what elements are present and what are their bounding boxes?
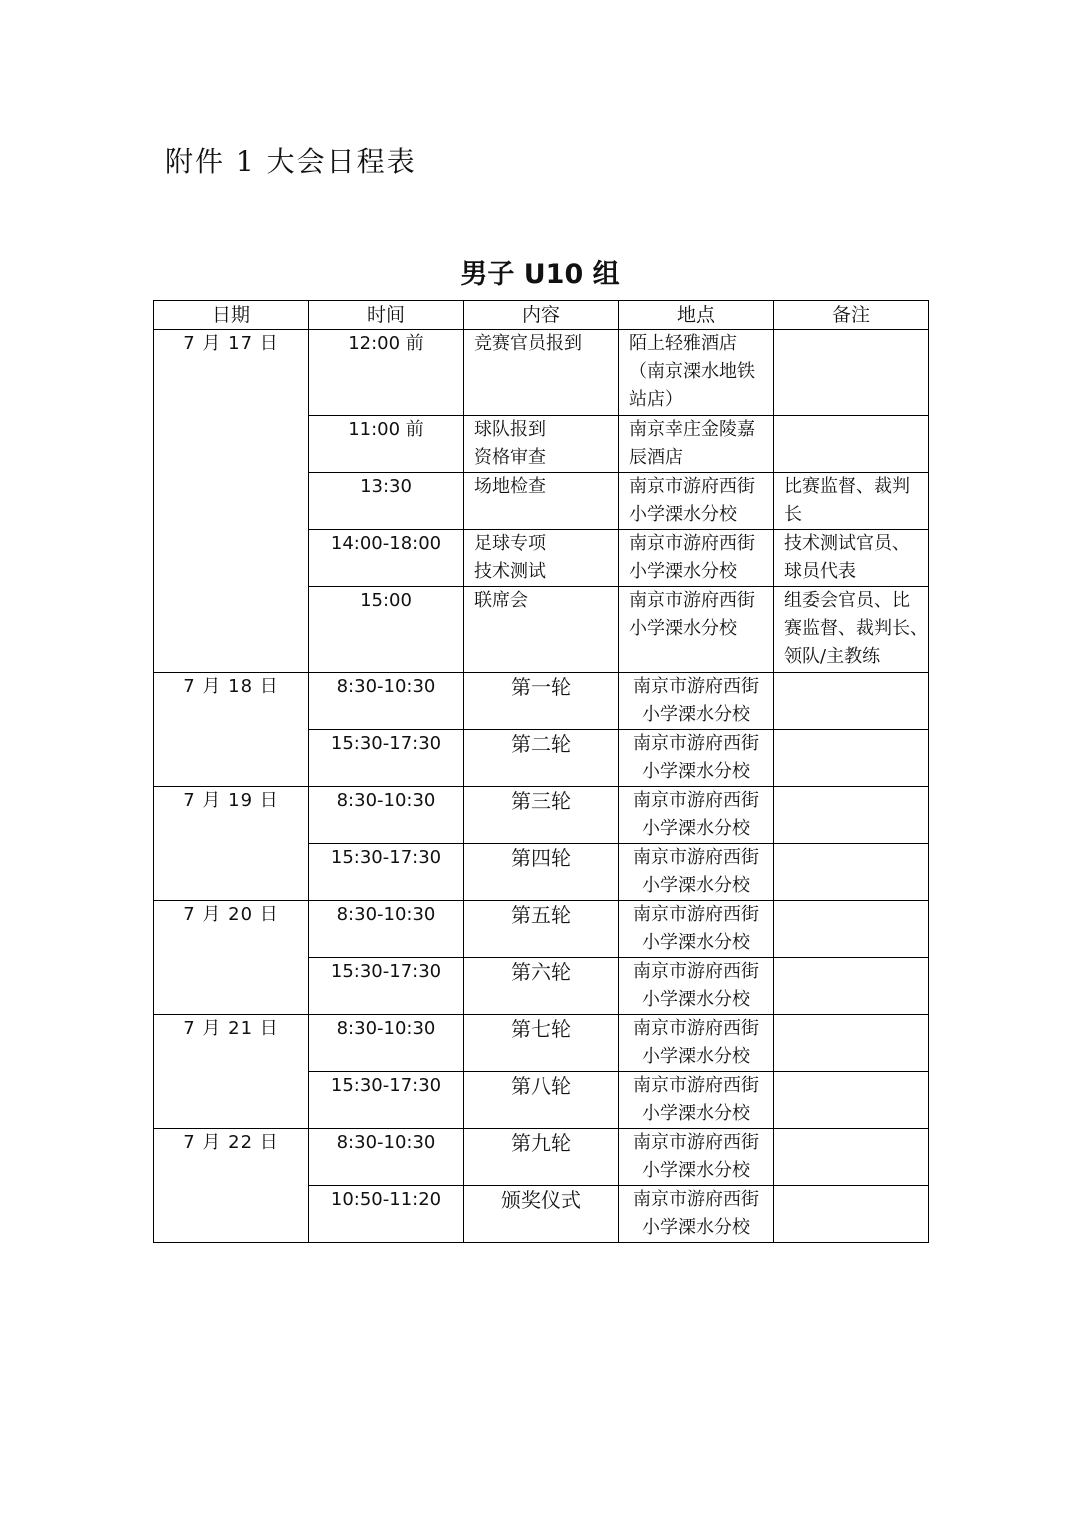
content-line: 第七轮 — [511, 1017, 571, 1041]
location-line: 小学溧水分校 — [642, 1103, 750, 1124]
content-line: 第一轮 — [511, 675, 571, 699]
location-line: 南京市游府西街 — [633, 847, 759, 868]
date-cell: 7 月 21 日 — [154, 1015, 309, 1129]
location-line: 小学溧水分校 — [642, 1217, 750, 1238]
time-cell: 14:00-18:00 — [309, 530, 464, 587]
location-line: 小学溧水分校 — [642, 1046, 750, 1067]
location-line: 小学溧水分校 — [629, 618, 737, 639]
location-line: 南京幸庄金陵嘉 — [629, 419, 755, 440]
document-heading: 附件 1 大会日程表 — [165, 145, 417, 178]
table-row — [154, 673, 929, 730]
header-date: 日期 — [154, 301, 309, 330]
content-line: 足球专项 — [474, 533, 546, 554]
location-cell — [619, 530, 774, 587]
date-cell: 7 月 20 日 — [154, 901, 309, 1015]
note-cell — [774, 844, 929, 901]
location-line: 南京市游府西街 — [633, 1075, 759, 1096]
content-line: 第五轮 — [511, 903, 571, 927]
content-cell — [464, 730, 619, 787]
time-cell: 8:30-10:30 — [309, 1015, 464, 1072]
location-line: 南京市游府西街 — [629, 476, 755, 497]
content-line: 资格审查 — [474, 447, 546, 468]
note-line: 技术测试官员、 — [784, 533, 910, 554]
note-cell — [774, 730, 929, 787]
content-cell — [464, 1072, 619, 1129]
table-row — [154, 787, 929, 844]
location-line: 小学溧水分校 — [642, 1160, 750, 1181]
content-line: 颁奖仪式 — [501, 1188, 581, 1212]
content-line: 技术测试 — [474, 561, 546, 582]
location-cell — [619, 673, 774, 730]
content-line: 第八轮 — [511, 1074, 571, 1098]
note-cell — [774, 530, 929, 587]
content-line: 第九轮 — [511, 1131, 571, 1155]
location-line: 小学溧水分校 — [642, 704, 750, 725]
location-cell — [619, 1129, 774, 1186]
location-line: 南京市游府西街 — [629, 533, 755, 554]
content-line: 第四轮 — [511, 846, 571, 870]
content-cell — [464, 787, 619, 844]
content-line: 第六轮 — [511, 960, 571, 984]
content-cell — [464, 416, 619, 473]
content-cell — [464, 901, 619, 958]
location-cell — [619, 958, 774, 1015]
location-cell — [619, 844, 774, 901]
content-line: 第二轮 — [511, 732, 571, 756]
note-cell — [774, 416, 929, 473]
table-row — [154, 1015, 929, 1072]
location-line: 小学溧水分校 — [642, 761, 750, 782]
location-line: 南京市游府西街 — [633, 961, 759, 982]
location-cell — [619, 787, 774, 844]
location-cell — [619, 730, 774, 787]
content-cell — [464, 1015, 619, 1072]
time-cell: 15:00 — [309, 587, 464, 673]
content-line: 球队报到 — [474, 419, 546, 440]
location-cell — [619, 1186, 774, 1243]
table-title: 男子 U10 组 — [460, 259, 620, 290]
location-line: 辰酒店 — [629, 447, 683, 468]
location-cell — [619, 330, 774, 416]
content-line: 第三轮 — [511, 789, 571, 813]
time-cell: 15:30-17:30 — [309, 958, 464, 1015]
note-cell — [774, 587, 929, 673]
location-line: 小学溧水分校 — [629, 561, 737, 582]
content-cell — [464, 958, 619, 1015]
location-line: 南京市游府西街 — [633, 1132, 759, 1153]
content-cell — [464, 673, 619, 730]
header-row — [154, 301, 929, 330]
note-cell — [774, 1186, 929, 1243]
location-line: 小学溧水分校 — [629, 504, 737, 525]
content-line: 竞赛官员报到 — [474, 333, 582, 354]
location-cell — [619, 1072, 774, 1129]
note-cell — [774, 1015, 929, 1072]
time-cell: 13:30 — [309, 473, 464, 530]
header-time: 时间 — [309, 301, 464, 330]
content-cell — [464, 330, 619, 416]
content-line: 场地检查 — [474, 476, 546, 497]
content-cell — [464, 844, 619, 901]
time-cell: 10:50-11:20 — [309, 1186, 464, 1243]
header-content: 内容 — [464, 301, 619, 330]
location-line: 小学溧水分校 — [642, 989, 750, 1010]
time-cell: 8:30-10:30 — [309, 787, 464, 844]
location-line: 南京市游府西街 — [633, 1189, 759, 1210]
header-location: 地点 — [619, 301, 774, 330]
location-line: 南京市游府西街 — [633, 733, 759, 754]
location-line: （南京溧水地铁 — [629, 361, 755, 382]
note-cell — [774, 787, 929, 844]
note-cell — [774, 1129, 929, 1186]
location-line: 小学溧水分校 — [642, 932, 750, 953]
location-line: 南京市游府西街 — [633, 1018, 759, 1039]
content-cell — [464, 587, 619, 673]
content-cell — [464, 530, 619, 587]
location-line: 陌上轻雅酒店 — [629, 333, 737, 354]
content-cell — [464, 1186, 619, 1243]
table-row — [154, 1129, 929, 1186]
location-line: 南京市游府西街 — [633, 904, 759, 925]
content-cell — [464, 473, 619, 530]
note-line: 赛监督、裁判长、 — [784, 618, 928, 639]
content-cell — [464, 1129, 619, 1186]
note-line: 球员代表 — [784, 561, 856, 582]
date-cell: 7 月 22 日 — [154, 1129, 309, 1243]
note-cell — [774, 673, 929, 730]
note-cell — [774, 901, 929, 958]
time-cell: 8:30-10:30 — [309, 901, 464, 958]
location-line: 站店） — [629, 389, 683, 410]
date-cell: 7 月 17 日 — [154, 330, 309, 673]
time-cell: 12:00 前 — [309, 330, 464, 416]
schedule-table — [153, 300, 929, 1243]
note-cell — [774, 1072, 929, 1129]
time-cell: 15:30-17:30 — [309, 1072, 464, 1129]
location-line: 小学溧水分校 — [642, 875, 750, 896]
time-cell: 11:00 前 — [309, 416, 464, 473]
location-line: 南京市游府西街 — [633, 676, 759, 697]
time-cell: 15:30-17:30 — [309, 844, 464, 901]
time-cell: 15:30-17:30 — [309, 730, 464, 787]
location-line: 南京市游府西街 — [629, 590, 755, 611]
time-cell: 8:30-10:30 — [309, 673, 464, 730]
note-line: 长 — [784, 504, 802, 525]
note-cell — [774, 958, 929, 1015]
table-row — [154, 901, 929, 958]
location-cell — [619, 473, 774, 530]
table-row — [154, 330, 929, 416]
note-line: 领队/主教练 — [784, 646, 881, 667]
note-line: 组委会官员、比 — [784, 590, 910, 611]
location-line: 南京市游府西街 — [633, 790, 759, 811]
date-cell: 7 月 19 日 — [154, 787, 309, 901]
header-note: 备注 — [774, 301, 929, 330]
location-cell — [619, 587, 774, 673]
date-cell: 7 月 18 日 — [154, 673, 309, 787]
note-line: 比赛监督、裁判 — [784, 476, 910, 497]
location-line: 小学溧水分校 — [642, 818, 750, 839]
note-cell — [774, 473, 929, 530]
location-cell — [619, 901, 774, 958]
time-cell: 8:30-10:30 — [309, 1129, 464, 1186]
note-cell — [774, 330, 929, 416]
content-line: 联席会 — [474, 590, 528, 611]
location-cell — [619, 416, 774, 473]
location-cell — [619, 1015, 774, 1072]
